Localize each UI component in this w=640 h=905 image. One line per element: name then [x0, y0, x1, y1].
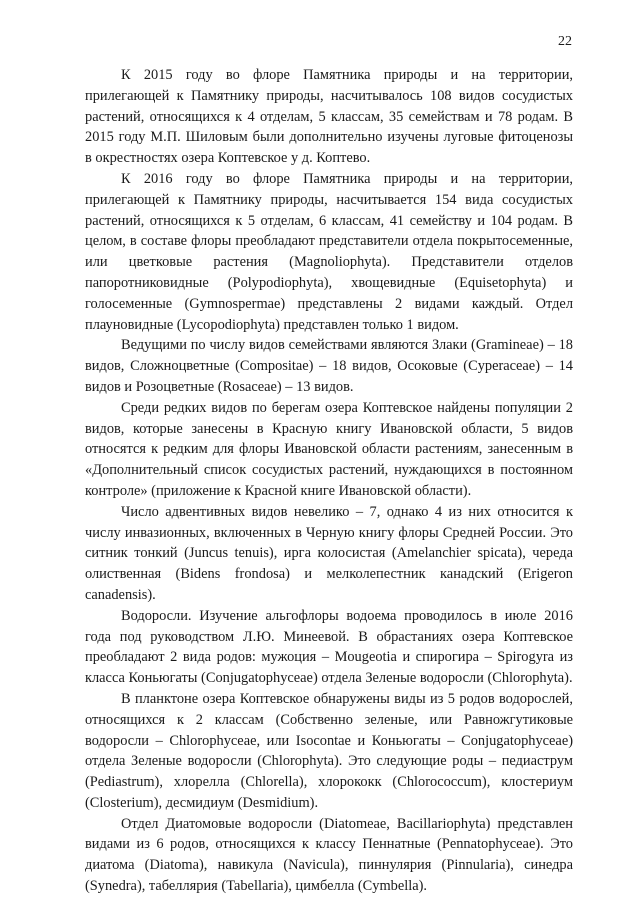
page-number: 22	[558, 34, 572, 49]
paragraph-diatoms: Отдел Диатомовые водоросли (Diatomeae, Bacillariophyta) представлен видами из 6 родов, относящихся к классу Пеннатные (Pennatophyceae). Это диатома (Diatoma), навикула (Navicula), пиннулярия (Pinnularia), синедра (Synedra), табеллярия (Tabellaria), цимбелла (Cymbella).	[85, 815, 573, 895]
paragraph-rare-species: Среди редких видов по берегам озера Коптевское найдены популяции 2 видов, которые занесены в Красную книгу Ивановской области, 5 видов относятся к редким для флоры Ивановской области растениям, занесенным в «Дополнительный список сосудистых растений, нуждающихся в постоянном контроле» (приложение к Красной книге Ивановской области).	[85, 399, 573, 499]
paragraph-algae-plankton: В планктоне озера Коптевское обнаружены виды из 5 родов водорослей, относящихся к 2 классам (Собственно зеленые, или Равножгутиковые водоросли – Chlorophyceae, или Isocontae и Коньюгаты – Conjugatophyceae) отдела Зеленые водоросли (Chlorophyta). Это следующие роды – педиаструм (Pediastrum), хлорелла (Chlorella), хлорококк (Chlorococcum), клостериум (Closterium), десмидиум (Desmidium).	[85, 690, 573, 811]
paragraph-algae-fouling: Водоросли. Изучение альгофлоры водоема проводилось в июле 2016 года под руководством Л.Ю. Минеевой. В обрастаниях озера Коптевское преобладают 2 вида родов: мужоция – Mougeotia и спирогира – Spirogyra из класса Коньюгаты (Conjugatophyceae) отдела Зеленые водоросли (Chlorophyta).	[85, 607, 573, 687]
document-body	[85, 65, 573, 897]
paragraph-leading-families: Ведущими по числу видов семействами являются Злаки (Gramineae) – 18 видов, Сложноцветные (Compositae) – 18 видов, Осоковые (Cyperaceae) – 14 видов и Розоцветные (Rosaceae) – 13 видов.	[85, 337, 573, 395]
paragraph-flora-2016: К 2016 году во флоре Памятника природы и на территории, прилегающей к Памятнику природы, насчитывается 154 вида сосудистых растений, относящихся к 5 отделам, 6 классам, 41 семейству и 104 родам. В целом, в составе флоры преобладают представители отдела покрытосеменные, или цветковые растения (Magnoliophyta). Представители отделов папоротниковидные (Polypodiophyta), хвощевидные (Equisetophyta) и голосеменные (Gymnospermae) представлены 2 видами каждый. Отдел плауновидные (Lycopodiophyta) представлен только 1 видом.	[85, 170, 573, 333]
paragraph-adventive-species: Число адвентивных видов невелико – 7, однако 4 из них относится к числу инвазионных, включенных в Черную книгу флоры Средней России. Это ситник тонкий (Juncus tenuis), ирга колосистая (Amelanchier spicata), череда олиственная (Bidens frondosa) и мелколепестник канадский (Erigeron canadensis).	[85, 503, 573, 603]
paragraph-flora-2015: К 2015 году во флоре Памятника природы и на территории, прилегающей к Памятнику природы, насчитывалось 108 видов сосудистых растений, относящихся к 4 отделам, 5 классам, 35 семействам и 78 родам. В 2015 году М.П. Шиловым были дополнительно изучены луговые фитоценозы в окрестностях озера Коптевское у д. Коптево.	[85, 67, 573, 167]
